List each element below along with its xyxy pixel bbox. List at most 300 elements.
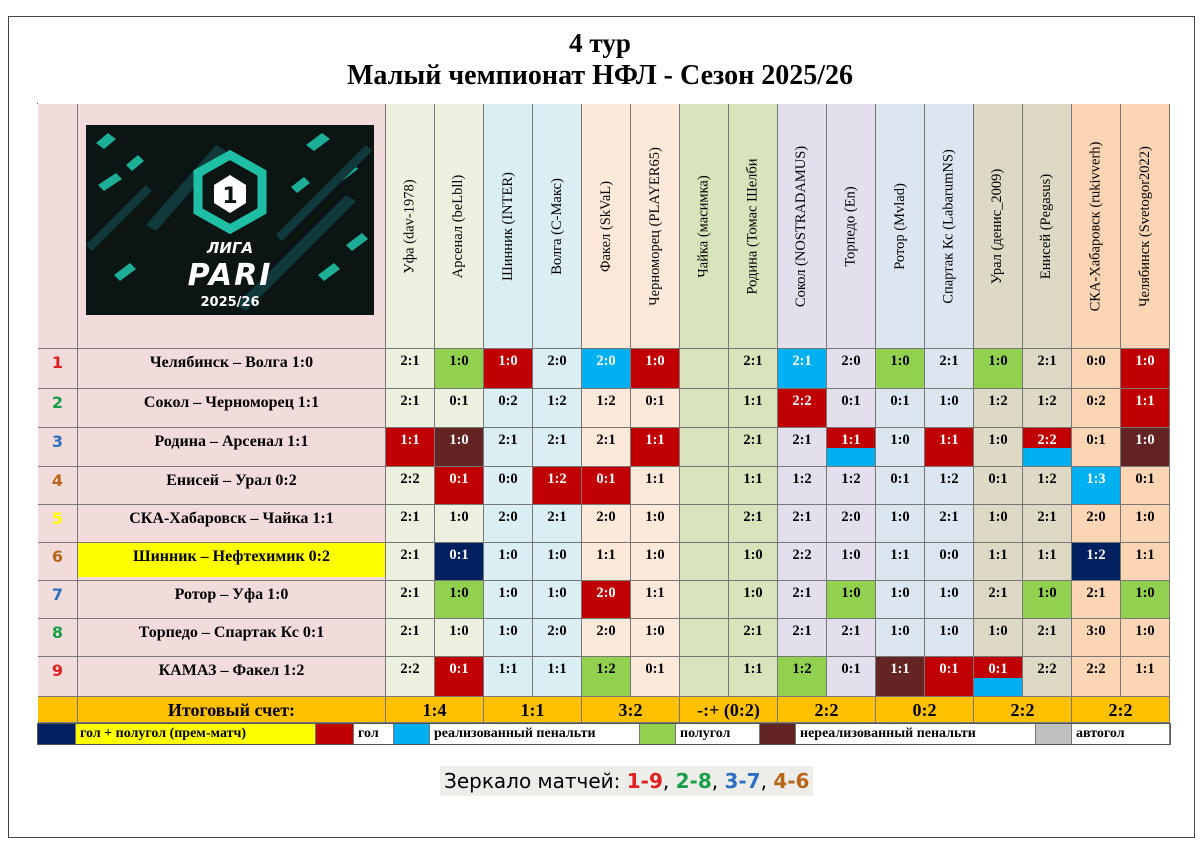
- total-score: -:+ (0:2): [680, 697, 778, 723]
- score-value: 1:0: [547, 547, 567, 563]
- score-cell: [974, 505, 1023, 543]
- player-name: Волга (С-Макс): [548, 177, 565, 275]
- score-value: 1:0: [890, 353, 910, 369]
- score-value: 2:0: [498, 509, 518, 525]
- score-cell: [582, 657, 631, 697]
- score-value: 1:0: [939, 585, 959, 601]
- match-title: СКА-Хабаровск – Чайка 1:1: [78, 505, 386, 543]
- score-value: 1:3: [1086, 471, 1106, 487]
- score-value: 1:1: [743, 393, 763, 409]
- player-name: Черноморец (PLAYER65): [646, 146, 663, 306]
- score-cell: [1072, 619, 1121, 657]
- score-cell: [1023, 428, 1072, 467]
- score-value: 1:2: [1037, 471, 1057, 487]
- score-value: 1:0: [988, 432, 1008, 448]
- score-cell: [484, 428, 533, 467]
- score-value: 2:1: [400, 547, 420, 563]
- score-value: 0:1: [890, 393, 910, 409]
- score-cell: [631, 349, 680, 389]
- score-cell: [435, 467, 484, 505]
- score-value: 1:0: [449, 623, 469, 639]
- league-logo: [86, 125, 374, 315]
- score-cell: [778, 581, 827, 619]
- score-cell: [729, 349, 778, 389]
- score-value: 2:1: [792, 585, 812, 601]
- score-value: 1:2: [792, 661, 812, 677]
- score-cell: [827, 657, 876, 697]
- score-cell: [1121, 581, 1170, 619]
- score-cell: [729, 657, 778, 697]
- score-value: 0:1: [645, 393, 665, 409]
- score-value: 2:0: [547, 623, 567, 639]
- score-cell: [435, 505, 484, 543]
- score-value: 1:2: [596, 393, 616, 409]
- score-value: 2:1: [743, 432, 763, 448]
- score-cell: [827, 467, 876, 505]
- total-score: 1:1: [484, 697, 582, 723]
- score-value: 2:2: [1037, 432, 1057, 448]
- player-header: [1072, 104, 1121, 349]
- score-cell: [876, 581, 925, 619]
- player-header: [484, 104, 533, 349]
- score-cell: [1121, 505, 1170, 543]
- score-value: 1:0: [939, 393, 959, 409]
- total-score: 2:2: [778, 697, 876, 723]
- score-cell: [582, 619, 631, 657]
- score-value: 2:1: [939, 509, 959, 525]
- score-value: 2:1: [400, 509, 420, 525]
- score-cell: [1121, 389, 1170, 428]
- match-title: [78, 543, 386, 581]
- player-header: [631, 104, 680, 349]
- legend-swatch-miss: [760, 724, 796, 744]
- score-value: 2:1: [400, 353, 420, 369]
- score-value: 2:0: [596, 623, 616, 639]
- player-name: Торпедо (En): [842, 185, 859, 267]
- score-cell: [631, 389, 680, 428]
- score-cell: [974, 428, 1023, 467]
- score-cell: [386, 543, 435, 581]
- score-cell: [974, 543, 1023, 581]
- score-value: 2:1: [400, 623, 420, 639]
- score-cell: [876, 428, 925, 467]
- score-value: 2:1: [1037, 623, 1057, 639]
- player-name: Арсенал (beLbll): [450, 174, 467, 278]
- player-name: Енисей (Pegasus): [1038, 173, 1055, 279]
- score-value: 1:1: [1135, 393, 1155, 409]
- score-value: 1:0: [1037, 585, 1057, 601]
- score-cell: [729, 619, 778, 657]
- score-value: 1:1: [988, 547, 1008, 563]
- score-value: 1:1: [890, 661, 910, 677]
- score-cell: [435, 389, 484, 428]
- score-value: 1:1: [645, 471, 665, 487]
- score-cell: [925, 543, 974, 581]
- legend-swatch-goal: [316, 724, 354, 744]
- header-corner: [38, 104, 78, 349]
- score-cell: [680, 657, 729, 697]
- score-cell: [386, 428, 435, 467]
- score-cell: [1023, 505, 1072, 543]
- match-title: КАМАЗ – Факел 1:2: [78, 657, 386, 697]
- legend-swatch-auto: [1036, 724, 1072, 744]
- player-header: [729, 104, 778, 349]
- score-value: 1:1: [841, 432, 861, 448]
- score-value: 0:1: [890, 471, 910, 487]
- match-title: Торпедо – Спартак Кс 0:1: [78, 619, 386, 657]
- legend-label-penalty: реализованный пенальти: [430, 724, 640, 744]
- score-value: 0:1: [645, 661, 665, 677]
- score-cell: [386, 349, 435, 389]
- score-value: 1:0: [1135, 509, 1155, 525]
- score-value: 2:1: [743, 509, 763, 525]
- score-cell: [974, 619, 1023, 657]
- score-cell: [876, 467, 925, 505]
- player-header: [925, 104, 974, 349]
- player-name: Сокол (NOSTRADAMUS): [793, 145, 810, 307]
- match-number: 1: [38, 349, 78, 389]
- total-score: 1:4: [386, 697, 484, 723]
- penalty-marker: [1023, 448, 1071, 466]
- legend-label-half: полугол: [676, 724, 760, 744]
- score-cell: [582, 349, 631, 389]
- score-value: 2:1: [547, 509, 567, 525]
- score-cell: [778, 349, 827, 389]
- score-value: 2:0: [596, 509, 616, 525]
- score-cell: [484, 581, 533, 619]
- score-cell: [1121, 543, 1170, 581]
- score-value: 2:2: [400, 661, 420, 677]
- player-header: [876, 104, 925, 349]
- score-cell: [582, 428, 631, 467]
- match-number: 8: [38, 619, 78, 657]
- score-value: 0:0: [1086, 353, 1106, 369]
- match-number: 7: [38, 581, 78, 619]
- score-value: 1:0: [1135, 432, 1155, 448]
- score-value: 2:1: [792, 623, 812, 639]
- match-number: 9: [38, 657, 78, 697]
- score-cell: [974, 581, 1023, 619]
- score-value: 1:1: [939, 432, 959, 448]
- score-cell: [484, 619, 533, 657]
- player-name: Уфа (dav-1978): [401, 178, 418, 274]
- score-value: 0:2: [498, 393, 518, 409]
- score-value: 1:0: [890, 509, 910, 525]
- score-cell: [484, 389, 533, 428]
- score-value: 1:1: [547, 661, 567, 677]
- score-value: 2:1: [596, 432, 616, 448]
- score-cell: [533, 467, 582, 505]
- legend-swatch-penalty: [394, 724, 430, 744]
- score-cell: [435, 657, 484, 697]
- penalty-marker: [974, 678, 1022, 696]
- score-value: 2:0: [841, 509, 861, 525]
- total-corner: [38, 697, 78, 723]
- score-cell: [1023, 349, 1072, 389]
- score-value: 1:0: [449, 509, 469, 525]
- mirror-pair: 2-8: [675, 769, 712, 793]
- score-value: 1:2: [841, 471, 861, 487]
- score-value: 2:2: [1086, 661, 1106, 677]
- total-score: 0:2: [876, 697, 974, 723]
- total-score: 2:2: [1072, 697, 1170, 723]
- score-value: 1:0: [890, 623, 910, 639]
- score-value: 1:2: [1086, 547, 1106, 563]
- score-value: 2:2: [400, 471, 420, 487]
- score-value: 1:1: [498, 661, 518, 677]
- score-cell: [827, 619, 876, 657]
- score-value: 0:1: [841, 393, 861, 409]
- score-value: 1:0: [890, 432, 910, 448]
- match-title: Челябинск – Волга 1:0: [78, 349, 386, 389]
- score-cell: [778, 428, 827, 467]
- score-cell: [729, 389, 778, 428]
- score-value: 1:0: [1135, 585, 1155, 601]
- score-value: 0:1: [841, 661, 861, 677]
- score-value: 2:0: [841, 353, 861, 369]
- score-value: 1:0: [498, 623, 518, 639]
- player-header: [827, 104, 876, 349]
- score-cell: [484, 505, 533, 543]
- score-cell: [582, 505, 631, 543]
- championship-title: Малый чемпионат НФЛ - Сезон 2025/26: [347, 60, 853, 91]
- score-cell: [778, 389, 827, 428]
- score-value: 1:1: [1135, 661, 1155, 677]
- match-number: 3: [38, 428, 78, 467]
- legend-swatch-half: [640, 724, 676, 744]
- score-cell: [1023, 389, 1072, 428]
- score-value: 1:0: [841, 547, 861, 563]
- score-cell: [680, 467, 729, 505]
- total-score: 2:2: [974, 697, 1072, 723]
- score-cell: [778, 505, 827, 543]
- score-cell: [435, 581, 484, 619]
- score-cell: [925, 619, 974, 657]
- score-cell: [435, 428, 484, 467]
- round-title: 4 тур: [569, 28, 631, 58]
- score-cell: [1072, 349, 1121, 389]
- score-value: 0:1: [988, 471, 1008, 487]
- score-cell: [876, 619, 925, 657]
- player-header: [582, 104, 631, 349]
- score-value: 2:1: [547, 432, 567, 448]
- score-cell: [533, 543, 582, 581]
- score-cell: [925, 657, 974, 697]
- score-cell: [386, 619, 435, 657]
- score-cell: [827, 349, 876, 389]
- score-cell: [533, 581, 582, 619]
- score-cell: [974, 467, 1023, 505]
- mirror-matches: Зеркало матчей: 1-9, 2-8, 3-7, 4-6: [440, 766, 813, 796]
- score-cell: [435, 543, 484, 581]
- score-value: 1:0: [1135, 353, 1155, 369]
- score-value: 0:1: [449, 393, 469, 409]
- score-cell: [582, 467, 631, 505]
- score-value: 2:1: [792, 353, 812, 369]
- score-value: 2:2: [1037, 661, 1057, 677]
- score-value: 1:0: [645, 623, 665, 639]
- score-cell: [1023, 619, 1072, 657]
- score-cell: [680, 389, 729, 428]
- score-cell: [533, 389, 582, 428]
- score-cell: [827, 505, 876, 543]
- player-name: Урал (денис_2009): [989, 168, 1006, 284]
- score-cell: [1072, 467, 1121, 505]
- score-value: 1:0: [645, 353, 665, 369]
- score-cell: [680, 619, 729, 657]
- player-header: [1023, 104, 1072, 349]
- svg-text:2025/26: 2025/26: [200, 295, 260, 310]
- score-cell: [778, 657, 827, 697]
- score-cell: [974, 657, 1023, 697]
- mirror-label: Зеркало матчей:: [444, 769, 621, 793]
- score-cell: [533, 505, 582, 543]
- score-cell: [1072, 389, 1121, 428]
- score-cell: [386, 389, 435, 428]
- score-value: 2:0: [547, 353, 567, 369]
- score-value: 1:2: [547, 393, 567, 409]
- score-value: 1:2: [939, 471, 959, 487]
- score-cell: [386, 657, 435, 697]
- player-header: [533, 104, 582, 349]
- score-value: 1:1: [596, 547, 616, 563]
- player-name: СКА-Хабаровск (rukivverh): [1087, 141, 1104, 311]
- score-cell: [631, 467, 680, 505]
- score-cell: [631, 657, 680, 697]
- mirror-pair: 3-7: [724, 769, 761, 793]
- score-cell: [484, 543, 533, 581]
- score-value: 1:1: [1037, 547, 1057, 563]
- score-value: 1:1: [1135, 547, 1155, 563]
- score-cell: [876, 543, 925, 581]
- score-cell: [1121, 619, 1170, 657]
- legend-label-goal: гол: [354, 724, 394, 744]
- score-value: 2:1: [841, 623, 861, 639]
- score-value: 2:1: [743, 623, 763, 639]
- score-cell: [876, 389, 925, 428]
- score-value: 1:2: [596, 661, 616, 677]
- penalty-marker: [827, 448, 875, 466]
- score-cell: [631, 505, 680, 543]
- score-value: 2:1: [400, 585, 420, 601]
- score-value: 1:0: [449, 353, 469, 369]
- score-cell: [827, 543, 876, 581]
- mirror-pair: 1-9: [626, 769, 663, 793]
- score-cell: [631, 543, 680, 581]
- score-cell: [631, 428, 680, 467]
- score-cell: [974, 349, 1023, 389]
- score-value: 2:1: [1086, 585, 1106, 601]
- player-header: [435, 104, 484, 349]
- legend-label-miss: нереализованный пенальти: [796, 724, 1036, 744]
- score-value: 2:2: [792, 547, 812, 563]
- match-number: 4: [38, 467, 78, 505]
- score-value: 0:1: [1135, 471, 1155, 487]
- score-cell: [729, 543, 778, 581]
- score-cell: [729, 467, 778, 505]
- player-name: Ротор (Mvlad): [891, 182, 908, 270]
- score-value: 2:1: [400, 393, 420, 409]
- score-cell: [1121, 657, 1170, 697]
- score-cell: [778, 467, 827, 505]
- match-title: Енисей – Урал 0:2: [78, 467, 386, 505]
- score-value: 1:1: [743, 471, 763, 487]
- score-value: 1:2: [792, 471, 812, 487]
- score-cell: [1072, 657, 1121, 697]
- score-value: 2:1: [743, 353, 763, 369]
- score-value: 1:0: [498, 585, 518, 601]
- score-cell: [925, 467, 974, 505]
- svg-text:PARI: PARI: [187, 258, 273, 293]
- score-value: 2:1: [1037, 353, 1057, 369]
- score-value: 1:0: [988, 623, 1008, 639]
- logo-graphic: [86, 125, 374, 315]
- score-cell: [386, 581, 435, 619]
- score-value: 1:1: [645, 585, 665, 601]
- legend-label-auto: автогол: [1072, 724, 1170, 744]
- score-value: 2:0: [596, 585, 616, 601]
- score-cell: [925, 581, 974, 619]
- score-value: 2:0: [1086, 509, 1106, 525]
- total-score: 3:2: [582, 697, 680, 723]
- score-value: 1:0: [645, 547, 665, 563]
- score-value: 1:0: [988, 353, 1008, 369]
- score-cell: [778, 619, 827, 657]
- player-header: [386, 104, 435, 349]
- score-value: 2:2: [792, 393, 812, 409]
- score-value: 0:1: [939, 661, 959, 677]
- score-cell: [582, 543, 631, 581]
- score-value: 1:2: [547, 471, 567, 487]
- score-cell: [925, 505, 974, 543]
- score-cell: [484, 349, 533, 389]
- score-cell: [680, 543, 729, 581]
- score-value: 1:0: [743, 585, 763, 601]
- score-value: 2:0: [596, 353, 616, 369]
- score-cell: [680, 581, 729, 619]
- player-name: Челябинск (Svetogor2022): [1136, 145, 1153, 307]
- score-cell: [1072, 581, 1121, 619]
- player-header: [974, 104, 1023, 349]
- score-value: 0:1: [449, 471, 469, 487]
- score-cell: [827, 389, 876, 428]
- match-number: 6: [38, 543, 78, 581]
- score-value: 2:1: [792, 432, 812, 448]
- score-value: 2:1: [939, 353, 959, 369]
- score-value: 1:2: [1037, 393, 1057, 409]
- player-header: [680, 104, 729, 349]
- score-cell: [1023, 581, 1072, 619]
- score-cell: [778, 543, 827, 581]
- legend-swatch-prem: [38, 724, 76, 744]
- score-cell: [1023, 467, 1072, 505]
- score-cell: [1023, 657, 1072, 697]
- score-cell: [1072, 428, 1121, 467]
- score-cell: [533, 349, 582, 389]
- score-cell: [925, 349, 974, 389]
- score-cell: [631, 619, 680, 657]
- score-value: 3:0: [1086, 623, 1106, 639]
- score-cell: [484, 467, 533, 505]
- player-header: [778, 104, 827, 349]
- results-table: [37, 103, 1155, 720]
- score-value: 1:0: [498, 547, 518, 563]
- score-value: 2:1: [498, 432, 518, 448]
- score-cell: [876, 505, 925, 543]
- score-cell: [729, 505, 778, 543]
- legend-label-prem: гол + полугол (прем-матч): [76, 724, 316, 744]
- score-value: 2:1: [792, 509, 812, 525]
